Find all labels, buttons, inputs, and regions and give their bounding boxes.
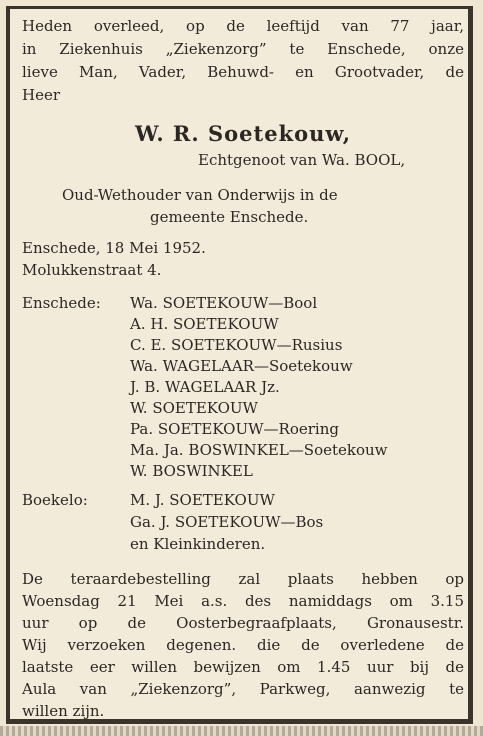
- group-place-boekelo: Boekelo:: [22, 491, 88, 509]
- intro-line: lieve Man, Vader, Behuwd- en Grootvader, de: [22, 63, 464, 81]
- funeral-line: uur op de Oosterbegraafplaats, Gronausestr.: [22, 614, 464, 632]
- family-member: J. B. WAGELAAR Jz.: [130, 378, 280, 396]
- family-member: en Kleinkinderen.: [130, 535, 266, 553]
- family-member: Pa. SOETEKOUW—Roering: [130, 420, 339, 438]
- office-line: gemeente Enschede.: [150, 208, 309, 226]
- family-member: C. E. SOETEKOUW—Rusius: [130, 336, 343, 354]
- family-member: W. SOETEKOUW: [130, 399, 258, 417]
- family-member: Ga. J. SOETEKOUW—Bos: [130, 513, 324, 531]
- funeral-line: Woensdag 21 Mei a.s. des namiddags om 3.15: [22, 592, 464, 610]
- family-member: W. BOSWINKEL: [130, 462, 253, 480]
- intro-line: Heden overleed, op de leeftijd van 77 jaar,: [22, 17, 464, 35]
- family-member: Wa. WAGELAAR—Soetekouw: [130, 357, 353, 375]
- deceased-name: W. R. Soetekouw,: [135, 121, 352, 146]
- notice-content: [10, 9, 468, 719]
- place-date: Enschede, 18 Mei 1952.: [22, 239, 206, 257]
- spouse-line: Echtgenoot van Wa. BOOL,: [198, 151, 406, 169]
- newsprint-edge: [0, 726, 483, 736]
- family-member: Wa. SOETEKOUW—Bool: [130, 294, 318, 312]
- family-member: M. J. SOETEKOUW: [130, 491, 275, 509]
- funeral-line: Aula van „Ziekenzorg”, Parkweg, aanwezig te: [22, 680, 464, 698]
- intro-line: in Ziekenhuis „Ziekenzorg” te Enschede, onze: [22, 40, 464, 58]
- group-place-enschede: Enschede:: [22, 294, 101, 312]
- family-member: Ma. Ja. BOSWINKEL—Soetekouw: [130, 441, 388, 459]
- funeral-line: Wij verzoeken degenen. die de overledene de: [22, 636, 464, 654]
- funeral-line: De teraardebestelling zal plaats hebben op: [22, 570, 464, 588]
- address: Molukkenstraat 4.: [22, 261, 162, 279]
- funeral-line: willen zijn.: [22, 702, 105, 720]
- death-notice: [6, 6, 473, 724]
- funeral-line: laatste eer willen bewijzen om 1.45 uur bij de: [22, 658, 464, 676]
- family-member: A. H. SOETEKOUW: [130, 315, 279, 333]
- intro-line: Heer: [22, 86, 61, 104]
- office-line: Oud-Wethouder van Onderwijs in de: [62, 186, 338, 204]
